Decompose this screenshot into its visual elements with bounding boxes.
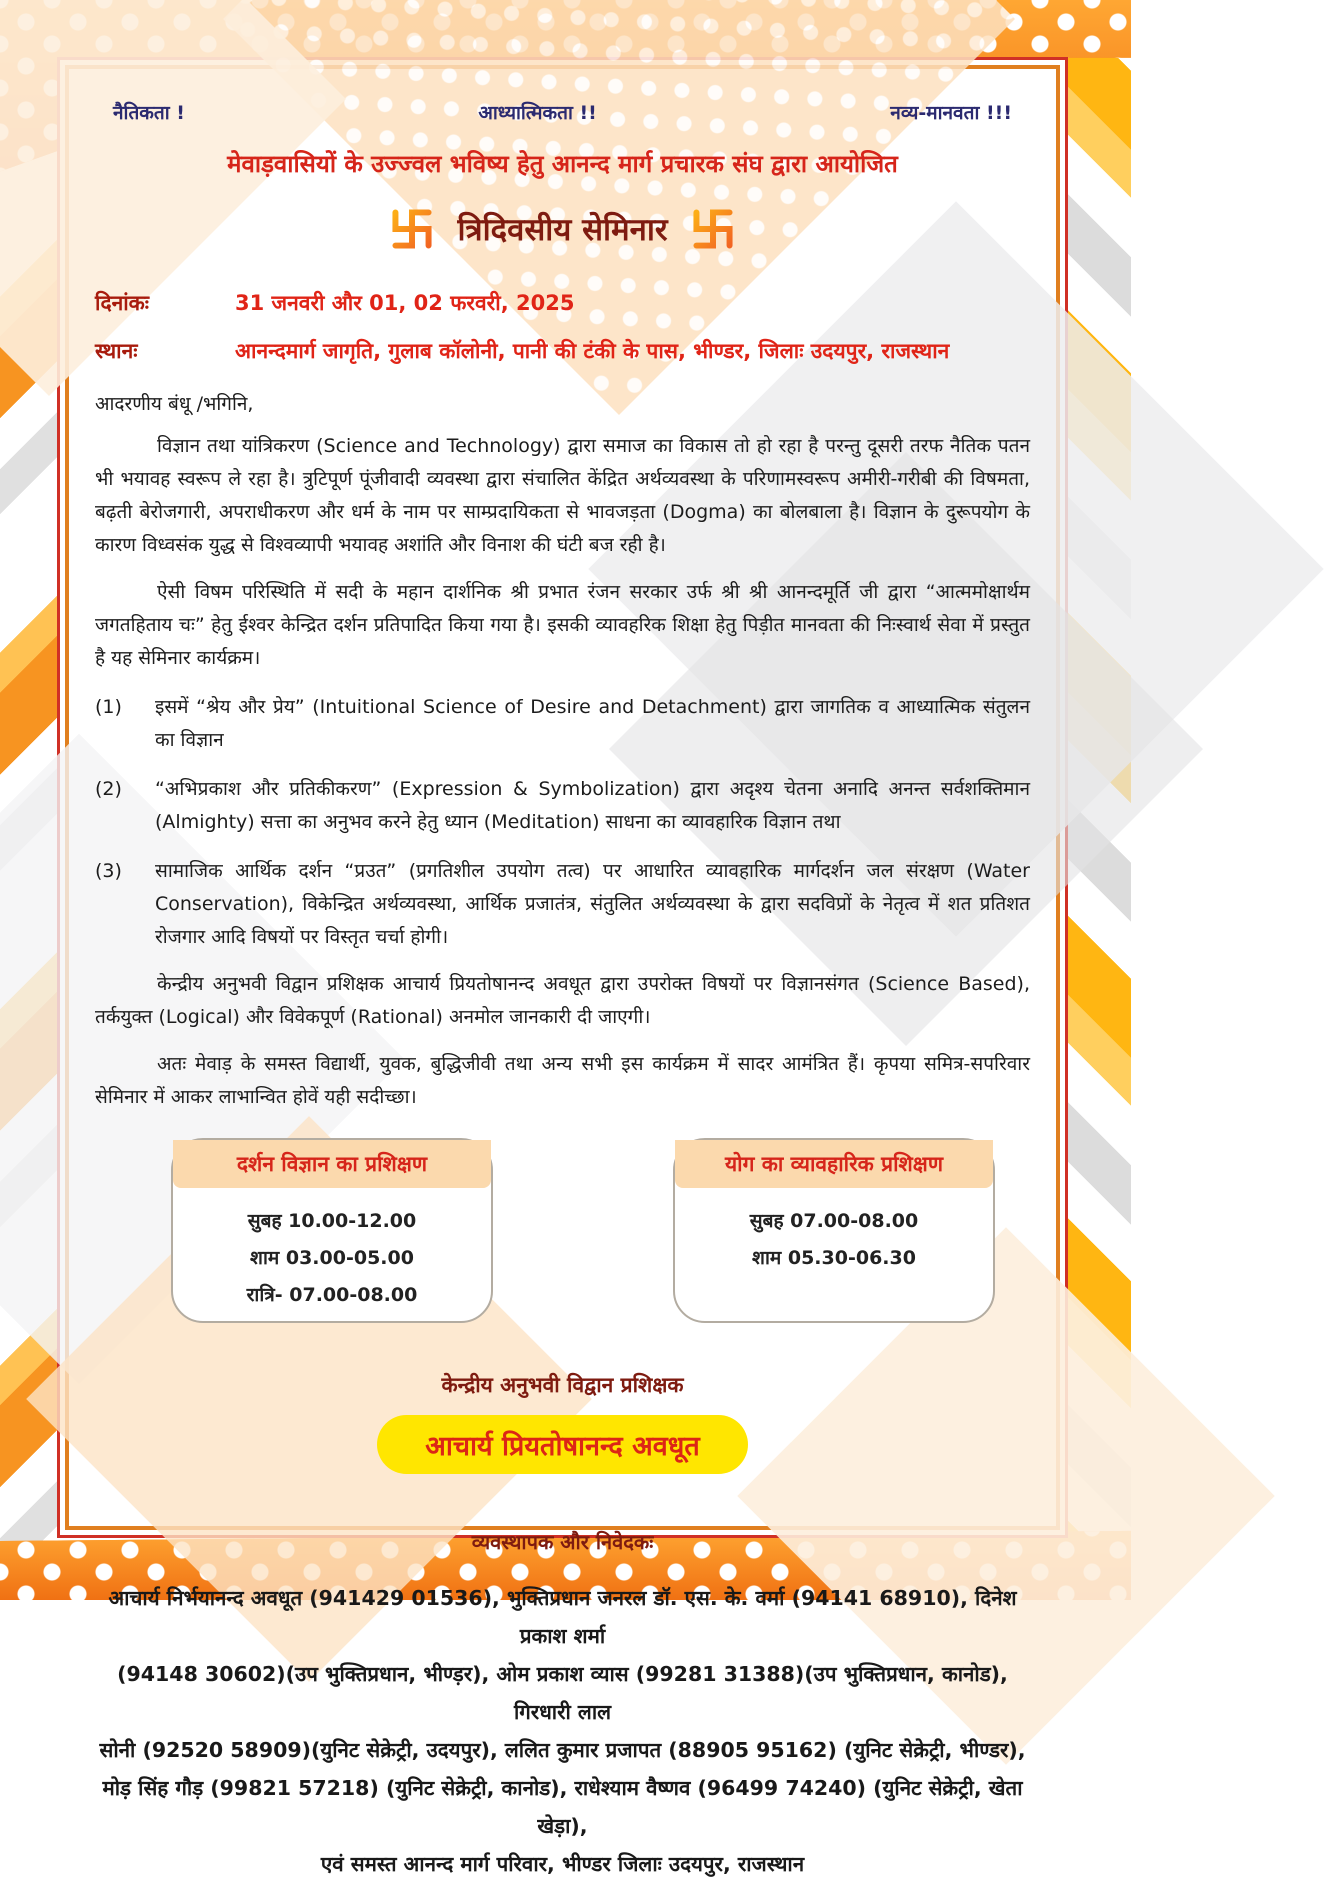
schedule-title: दर्शन विज्ञान का प्रशिक्षण [173, 1140, 491, 1188]
event-details [95, 282, 1030, 372]
paragraph-trainer-info: केन्द्रीय अनुभवी विद्वान प्रशिक्षक आचार्य प्रियतोषानन्द अवधूत द्वारा उपरोक्त विषयों पर विज्ञानसंगत (Science Based), तर्कयुक्त (Logical) और विवेकपूर्ण (Rational) अनमोल जानकारी दी जाएगी। [95, 973, 1030, 1028]
date-row [95, 282, 1030, 324]
agenda-list [95, 691, 1030, 954]
schedule-body [675, 1188, 993, 1284]
venue-label: स्थानः [95, 339, 138, 363]
agenda-number: (1) [95, 696, 122, 718]
venue-row [95, 330, 1030, 372]
venue-value: आनन्दमार्ग जागृति, गुलाब कॉलोनी, पानी की टंकी के पास, भीण्डर, जिलाः उदयपुर, राजस्थान [235, 339, 950, 363]
contact-line: मोड़ सिंह गौड़ (99821 57218) (युनिट सेक्रेट्री, कानोड), राधेश्याम वैष्णव (96499 74240) (युनिट सेक्रेट्री, खेता खेड़ा), [102, 1776, 1023, 1838]
outer-red-frame [57, 57, 1068, 1876]
salutation: आदरणीय बंधू /भगिनि, [95, 393, 254, 415]
schedule-title: योग का व्यावहारिक प्रशिक्षण [675, 1140, 993, 1188]
paragraph-invitation: अतः मेवाड़ के समस्त विद्यार्थी, युवक, बुद्धिजीवी तथा अन्य सभी इस कार्यक्रम में सादर आमंत्रित हैं। कृपया समित्र-सपरिवार सेमिनार में आकर लाभान्वित होवें यही सदीच्छा। [95, 1053, 1030, 1108]
paragraph-philosophy: ऐसी विषम परिस्थिति में सदी के महान दार्शनिक श्री प्रभात रंजन सरकार उर्फ श्री श्री आनन्दमूर्ति जी द्वारा “आत्ममोक्षार्थम जगतहिताय चः” हेतु ईश्वर केन्द्रित दर्शन प्रतिपादित किया गया है। इसकी व्यावहरिक शिक्षा हेतु पिड़ीत मानवता की निःस्वार्थ सेवा में प्रस्तुत है यह सेमिनार कार्यक्रम। [95, 581, 1030, 669]
schedule-body [173, 1188, 491, 1321]
agenda-text: “अभिप्रकाश और प्रतिकीकरण” (Expression & Symbolization) द्वारा अदृश्य चेतना अनादि अनन्त सर्वशक्तिमान (Almighty) सत्ता का अनुभव करने हेतु ध्यान (Meditation) साधना का व्यावहारिक विज्ञान तथा [155, 778, 1030, 833]
organized-by-headline: मेवाड़वासियों के उज्ज्वल भविष्य हेतु आनन्द मार्ग प्रचारक संघ द्वारा आयोजित [227, 150, 898, 178]
paragraph-science: विज्ञान तथा यांत्रिकरण (Science and Technology) द्वारा समाज का विकास तो हो रहा है परन्तु दूसरी तरफ नैतिक पतन भी भयावह स्वरूप ले रहा है। त्रुटिपूर्ण पूंजीवादी व्यवस्था द्वारा संचालित केंद्रित अर्थव्यवस्था के परिणामस्वरूप अमीरी-गरीबी की विषमता, बढ़ती बेरोजगारी, अपराधीकरण और धर्म के नाम पर साम्प्रदायिकता से भावजड़ता (Dogma) का बोलबाला है। विज्ञान के दुरूपयोग के कारण विध्वसंक युद्ध से विश्वव्यापी भयावह अशांति और विनाश की घंटी बज रही है। [95, 435, 1030, 556]
schedule-card-darshan [171, 1138, 493, 1323]
organizer-contact-list [95, 1579, 1030, 1883]
slogan-right: नव्य-मानवता !!! [890, 102, 1012, 124]
flyer-content [69, 69, 1056, 1883]
slogan-center: आध्यात्मिकता !! [478, 102, 597, 124]
date-label: दिनांकः [95, 291, 150, 315]
date-value: 31 जनवरी और 01, 02 फरवरी, 2025 [235, 291, 575, 315]
slogan-row [95, 69, 1030, 125]
agenda-item [95, 691, 1030, 757]
schedule-row: शाम 05.30-06.30 [752, 1247, 916, 1269]
contact-line: (94148 30602)(उप भुक्तिप्रधान, भीण्ड़र), ओम प्रकाश व्यास (99281 31388)(उप भुक्तिप्रधान, कानोड), गिरधारी लाल [117, 1662, 1008, 1724]
contact-line: आचार्य निर्भयानन्द अवधूत (941429 01536), भुक्तिप्रधान जनरल डॉ. एस. के. वर्मा (94141 68910), दिनेश प्रकाश शर्मा [108, 1586, 1017, 1648]
seminar-title: त्रिदिवसीय सेमिनार [457, 212, 668, 248]
schedule-section [171, 1138, 1030, 1323]
contact-line: एवं समस्त आनन्द मार्ग परिवार, भीण्डर जिलाः उदयपुर, राजस्थान [320, 1852, 805, 1876]
trainer-name-highlight: आचार्य प्रियतोषानन्द अवधूत [377, 1415, 748, 1474]
agenda-number: (2) [95, 778, 122, 800]
agenda-text: सामाजिक आर्थिक दर्शन “प्रउत” (प्रगतिशील उपयोग तत्व) पर आधारित व्यावहारिक मार्गदर्शन जल संरक्षण (Water Conservation), विकेन्द्रित अर्थव्यवस्था, आर्थिक प्रजातंत्र, संतुलित अर्थव्यवस्था के द्वारा सदविप्रों के नेतृत्व में शत प्रतिशत रोजगार आदि विषयों पर विस्तृत चर्चा होगी। [155, 860, 1030, 948]
inner-orange-frame [65, 65, 1060, 1876]
slogan-left: नैतिकता ! [113, 102, 185, 124]
organizer-heading: व्यवस्थापक और निवेदकः [471, 1530, 654, 1554]
schedule-row: सुबह 07.00-08.00 [749, 1210, 919, 1232]
schedule-row: सुबह 10.00-12.00 [247, 1210, 417, 1232]
contact-line: सोनी (92520 58909)(युनिट सेक्रेट्री, उदयपुर), ललित कुमार प्रजापत (88905 95162) (युनिट सेक्रेट्री, भीण्डर), [99, 1738, 1026, 1762]
schedule-row: रात्रि- 07.00-08.00 [246, 1284, 418, 1306]
seminar-title-row [95, 206, 1030, 252]
swastika-icon [690, 206, 736, 252]
swastika-icon [389, 206, 435, 252]
schedule-row: शाम 03.00-05.00 [250, 1247, 414, 1269]
agenda-item [95, 855, 1030, 954]
agenda-number: (3) [95, 860, 122, 882]
trainer-heading: केन्द्रीय अनुभवी विद्वान प्रशिक्षक [441, 1373, 684, 1397]
agenda-text: इसमें “श्रेय और प्रेय” (Intuitional Science of Desire and Detachment) द्वारा जागतिक व आध्यात्मिक संतुलन का विज्ञान [155, 696, 1030, 751]
agenda-item [95, 773, 1030, 839]
schedule-card-yoga [673, 1138, 995, 1323]
